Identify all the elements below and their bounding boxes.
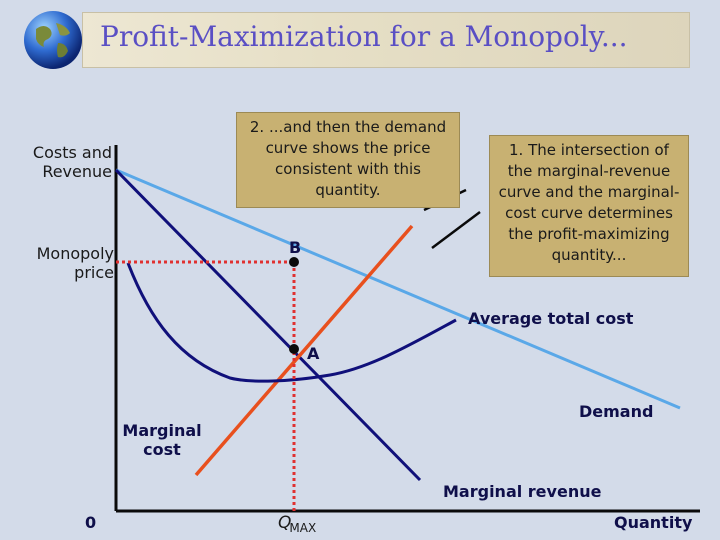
point-b-label: B <box>289 238 302 257</box>
note-1-pointer <box>432 212 480 248</box>
point-b-marker <box>289 257 299 267</box>
marginal-revenue-label: Marginal revenue <box>443 482 602 501</box>
qmax-label <box>278 514 316 534</box>
y-axis-label: Costs and Revenue <box>32 143 112 181</box>
marginal-cost-label: Marginal cost <box>122 421 202 459</box>
monopoly-price-label: Monopoly price <box>36 244 114 282</box>
qmax-subscript: MAX <box>289 521 317 535</box>
origin-label: 0 <box>85 513 97 532</box>
note-demand-price: 2. ...and then the demand curve shows the price consistent with this quantity. <box>236 112 460 208</box>
point-a-marker <box>289 344 299 354</box>
point-a-label: A <box>307 344 320 363</box>
qmax-main: Q <box>278 513 292 533</box>
demand-label: Demand <box>579 402 654 421</box>
average-total-cost-label: Average total cost <box>468 309 634 328</box>
x-axis-label: Quantity <box>614 513 693 532</box>
slide-title: Profit-Maximization for a Monopoly... <box>100 20 628 53</box>
note-mr-mc-intersection: 1. The intersection of the marginal-revenue curve and the marginal-cost curve determines the profit-maximizing quantity... <box>489 135 689 277</box>
